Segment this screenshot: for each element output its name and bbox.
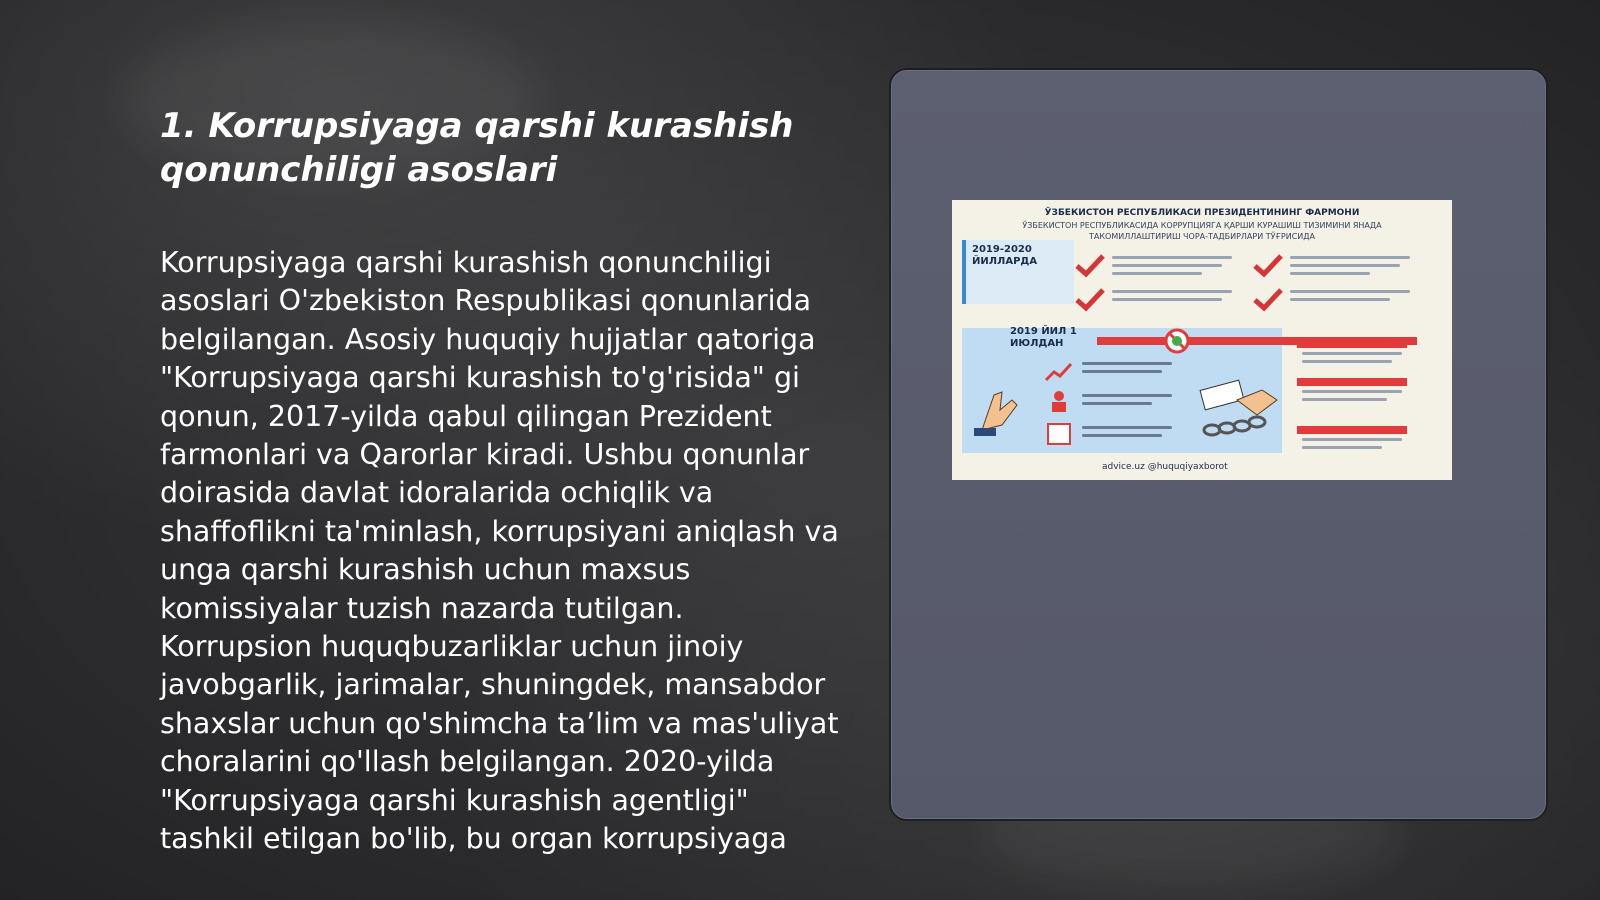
text-line xyxy=(1112,264,1222,267)
check-icon xyxy=(1074,286,1106,312)
text-line xyxy=(1112,298,1222,301)
text-line xyxy=(1290,272,1370,275)
text-line xyxy=(1082,434,1162,437)
text-line xyxy=(1082,362,1172,365)
infographic-subheading: ЎЗБЕКИСТОН РЕСПУБЛИКАСИДА КОРРУПЦИЯГА ҚАРШИ КУРАШИШ ТИЗИМИНИ ЯНАДА ТАКОМИЛЛАШТИРИШ ЧОРА-ТАДБИРЛАРИ ТЎҒРИСИДА xyxy=(1022,221,1382,241)
text-line xyxy=(1302,360,1392,363)
infographic-tag xyxy=(1297,426,1407,434)
infographic-footer: advice.uz @huquqiyaxborot xyxy=(1102,462,1228,472)
infographic-tag xyxy=(1297,340,1407,348)
text-line xyxy=(1082,394,1172,397)
check-icon xyxy=(1252,252,1284,278)
hand-stop-icon xyxy=(972,370,1032,440)
infographic-period-b: 2019 ЙИЛ 1 ИЮЛДАН xyxy=(1010,326,1077,349)
text-line xyxy=(1302,446,1382,449)
image-panel xyxy=(889,68,1548,821)
text-line xyxy=(1290,298,1390,301)
text-line xyxy=(1302,352,1402,355)
text-line xyxy=(1302,438,1402,441)
document-icon xyxy=(1044,422,1074,446)
text-line xyxy=(1082,370,1162,373)
infographic-tag xyxy=(1297,378,1407,386)
text-line xyxy=(1302,398,1387,401)
infographic-heading: ЎЗБЕКИСТОН РЕСПУБЛИКАСИ ПРЕЗИДЕНТИНИНГ ФАРМОНИ xyxy=(1044,208,1360,218)
no-bribe-icon xyxy=(1157,328,1197,354)
infographic-period-a: 2019-2020 ЙИЛЛАРДА xyxy=(972,244,1038,267)
chart-up-icon xyxy=(1044,360,1074,384)
slide-body-text: Korrupsiyaga qarshi kurashish qonunchiligi asoslari O'zbekiston Respublikasi qonunlarida belgilangan. Asosiy huquqiy hujjatlar qatoriga "Korrupsiyaga qarshi kurashish to'g'risida" gi qonun, 2017-yilda qabul qilingan Prezident farmonlari va Qarorlar kiradi. Ushbu qonunlar doirasida davlat idoralarida ochiqlik va shaffoflikni ta'minlash, korrupsiyani aniqlash va unga qarshi kurashish uchun maxsus komissiyalar tuzish nazarda tutilgan. Korrupsion huquqbuzarliklar uchun jinoiy javobgarlik, jarimalar, shuningdek, mansabdor shaxslar uchun qo'shimcha ta’lim va mas'uliyat choralarini qo'llash belgilangan. 2020-yilda "Korrupsiyaga qarshi kurashish agentligi" tashkil etilgan bo'lib, bu organ korrupsiyaga xyxy=(160,246,839,856)
chain-icon xyxy=(1202,410,1272,450)
text-line xyxy=(1112,272,1202,275)
check-icon xyxy=(1252,286,1284,312)
text-line xyxy=(1290,290,1410,293)
slide-title: 1. Korrupsiyaga qarshi kurashish qonunchiligi asoslari xyxy=(160,106,794,190)
text-line xyxy=(1290,264,1400,267)
text-line xyxy=(1302,390,1402,393)
infographic-image[interactable] xyxy=(952,200,1452,480)
text-line xyxy=(1082,402,1152,405)
person-icon xyxy=(1044,390,1074,414)
text-line xyxy=(1290,256,1410,259)
check-icon xyxy=(1074,252,1106,278)
text-line xyxy=(1082,426,1172,429)
text-line xyxy=(1112,290,1232,293)
text-line xyxy=(1112,256,1232,259)
